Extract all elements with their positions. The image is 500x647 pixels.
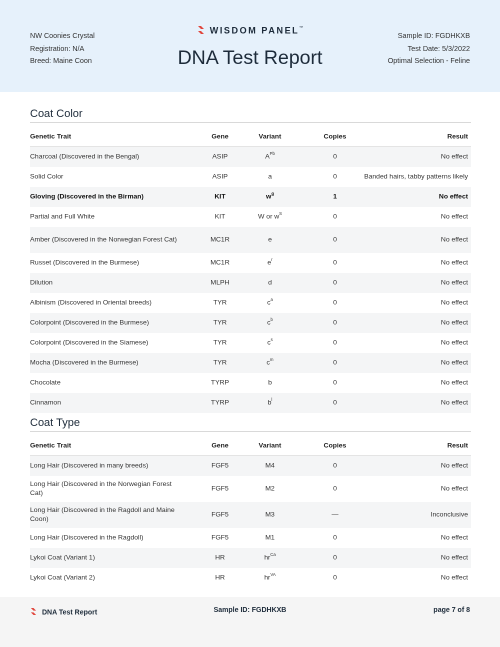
table-row	[30, 502, 471, 528]
brand-trademark: ™	[299, 25, 304, 30]
variant	[240, 512, 300, 519]
variant-base: b	[267, 399, 272, 407]
trait-name: Albinism (Discovered in Oriental breeds)	[30, 299, 152, 307]
variant-superscript: m	[269, 357, 274, 363]
variant-base: a	[268, 173, 272, 181]
sample-info	[388, 30, 470, 68]
variant-base: M2	[265, 485, 275, 493]
variant-base: e	[268, 236, 272, 244]
result: Banded hairs, tabby patterns likely	[364, 173, 468, 181]
product-name: Optimal Selection - Feline	[387, 56, 470, 65]
gene: KIT	[214, 213, 226, 221]
variant-superscript: VA	[270, 572, 276, 578]
variant-base: M4	[265, 462, 275, 470]
variant-base: c	[267, 339, 271, 347]
variant	[240, 552, 300, 562]
coat-color-rows	[30, 147, 471, 413]
col-copies: Copies	[323, 133, 347, 140]
trait-name: Long Hair (Discovered in the Ragdoll and Maine Coon)	[30, 507, 175, 523]
variant-superscript: b	[270, 317, 273, 323]
cat-name: NW Coonies Crystal	[30, 31, 95, 40]
table-row	[30, 548, 471, 568]
sample-id: Sample ID: FGDHKXB	[397, 31, 470, 40]
variant	[240, 211, 300, 221]
copies: 0	[333, 534, 337, 542]
copies: 0	[333, 319, 337, 327]
brand-mark-icon	[197, 25, 205, 37]
result: No effect	[440, 236, 468, 244]
breed: Breed: Maine Coon	[30, 56, 92, 65]
variant-base: W or w	[257, 213, 280, 221]
result: No effect	[440, 213, 468, 221]
gene: TYRP	[210, 399, 230, 407]
variant-superscript: l	[271, 397, 273, 403]
variant	[240, 463, 300, 470]
copies: 0	[333, 339, 337, 347]
trait-name: Lykoi Coat (Variant 2)	[30, 574, 95, 582]
trait-name: Colorpoint (Discovered in the Siamese)	[30, 339, 149, 347]
trait-name: Amber (Discovered in the Norwegian Forest Cat)	[30, 236, 177, 244]
gene: ASIP	[212, 153, 228, 161]
copies: 0	[333, 153, 337, 161]
variant-superscript: Pb	[269, 151, 275, 157]
result: No effect	[440, 574, 468, 582]
gene: TYR	[213, 339, 227, 347]
trait-name: Russet (Discovered in the Burmese)	[30, 259, 140, 267]
gene: TYRP	[210, 379, 230, 387]
coat-type-rows	[30, 456, 471, 588]
table-row	[30, 568, 471, 588]
trait-name: Lykoi Coat (Variant 1)	[30, 554, 95, 562]
variant-base: hr	[264, 574, 271, 582]
table-row	[30, 273, 471, 293]
variant-base: d	[268, 279, 272, 287]
variant-base: c	[267, 299, 271, 307]
table-row	[30, 353, 471, 373]
gene: TYR	[213, 319, 227, 327]
result: No effect	[440, 462, 468, 470]
trait-name: Long Hair (Discovered in the Norwegian Forest Cat)	[30, 481, 172, 497]
footer-sample-id: Sample ID: FGDHKXB	[213, 607, 287, 614]
trait-name: Dilution	[30, 279, 53, 287]
copies: 0	[333, 359, 337, 367]
result: No effect	[440, 279, 468, 287]
variant-superscript: s	[270, 337, 273, 343]
gene: HR	[215, 574, 225, 582]
variant	[240, 191, 300, 201]
variant	[240, 317, 300, 327]
table-row	[30, 207, 471, 227]
copies: —	[331, 511, 339, 519]
copies: 0	[333, 485, 337, 493]
gene: FGF5	[211, 462, 229, 470]
result: No effect	[440, 379, 468, 387]
copies: 0	[333, 213, 337, 221]
table-row	[30, 528, 471, 548]
copies: 0	[333, 173, 337, 181]
variant	[240, 174, 300, 181]
table-row	[30, 373, 471, 393]
table-row	[30, 293, 471, 313]
gene: TYR	[213, 299, 227, 307]
result: No effect	[440, 534, 468, 542]
result: No effect	[440, 399, 468, 407]
page-title: DNA Test Report	[177, 47, 323, 69]
variant	[240, 237, 300, 244]
table-header	[30, 127, 471, 147]
variant	[240, 337, 300, 347]
table-row	[30, 456, 471, 476]
variant	[240, 151, 300, 161]
variant	[240, 257, 300, 267]
result: No effect	[440, 339, 468, 347]
variant-base: M3	[265, 511, 275, 519]
result: No effect	[440, 359, 468, 367]
variant	[240, 297, 300, 307]
page-number: page 7 of 8	[433, 607, 470, 614]
table-row	[30, 227, 471, 253]
copies: 0	[333, 554, 337, 562]
copies: 0	[333, 399, 337, 407]
variant	[240, 397, 300, 407]
result: No effect	[440, 554, 468, 562]
variant-base: e	[267, 259, 272, 267]
report-footer	[0, 597, 500, 647]
trait-name: Partial and Full White	[30, 213, 95, 221]
copies: 0	[333, 299, 337, 307]
variant-superscript: a	[270, 297, 273, 303]
col-trait: Genetic Trait	[30, 133, 72, 140]
trait-name: Cinnamon	[30, 399, 61, 407]
trait-name: Solid Color	[30, 173, 64, 181]
variant	[240, 280, 300, 287]
gene: MC1R	[210, 259, 230, 267]
test-date: Test Date: 5/3/2022	[407, 43, 470, 53]
gene: MC1R	[210, 236, 230, 244]
variant-base: c	[267, 319, 271, 327]
table-row	[30, 167, 471, 187]
result: No effect	[438, 193, 468, 201]
gene: ASIP	[212, 173, 228, 181]
gene: FGF5	[211, 511, 229, 519]
gene: TYR	[213, 359, 227, 367]
col-gene: Gene	[211, 133, 229, 140]
result: No effect	[440, 153, 468, 161]
copies: 1	[333, 193, 337, 201]
col-trait: Genetic Trait	[30, 442, 72, 449]
table-row	[30, 333, 471, 353]
variant	[240, 572, 300, 582]
registration: Registration: N/A	[30, 43, 85, 53]
table-row	[30, 253, 471, 273]
trait-name: Gloving (Discovered in the Birman)	[30, 193, 144, 201]
brand-name: WISDOM PANEL	[209, 25, 300, 36]
table-header	[30, 436, 471, 456]
trait-name: Chocolate	[30, 379, 61, 387]
col-result: Result	[447, 133, 468, 140]
trait-name: Colorpoint (Discovered in the Burmese)	[30, 319, 149, 327]
variant	[240, 357, 300, 367]
copies: 0	[333, 462, 337, 470]
gene: HR	[215, 554, 225, 562]
variant-base: A	[265, 153, 270, 161]
variant	[240, 486, 300, 493]
variant-superscript: S	[279, 211, 283, 217]
table-row	[30, 393, 471, 413]
trait-name: Charcoal (Discovered in the Bengal)	[30, 153, 140, 161]
variant	[240, 380, 300, 387]
trait-name: Long Hair (Discovered in many breeds)	[30, 462, 149, 470]
footer-title: DNA Test Report	[42, 609, 98, 617]
variant-base: M1	[265, 534, 275, 542]
gene: FGF5	[211, 485, 229, 493]
copies: 0	[333, 379, 337, 387]
coat-color-section	[30, 106, 471, 413]
result: No effect	[440, 319, 468, 327]
section-title: Coat Color	[30, 106, 471, 123]
trait-name: Mocha (Discovered in the Burmese)	[30, 359, 139, 367]
variant-base: hr	[264, 554, 271, 562]
col-result: Result	[447, 442, 468, 449]
result: No effect	[440, 485, 468, 493]
gene: MLPH	[210, 279, 230, 287]
gene: KIT	[214, 193, 226, 201]
coat-type-section	[30, 415, 471, 588]
variant-base: w	[266, 193, 272, 201]
result: Inconclusive	[430, 511, 468, 519]
result: No effect	[440, 299, 468, 307]
result: No effect	[440, 259, 468, 267]
table-row	[30, 147, 471, 167]
section-title: Coat Type	[30, 415, 471, 432]
report-header	[0, 0, 500, 92]
variant-superscript: g	[271, 191, 274, 197]
copies: 0	[333, 236, 337, 244]
variant-superscript: Ca	[270, 552, 276, 558]
table-row	[30, 187, 471, 207]
col-gene: Gene	[211, 442, 229, 449]
col-copies: Copies	[323, 442, 347, 449]
table-row	[30, 313, 471, 333]
variant-base: b	[268, 379, 272, 387]
variant-superscript: r	[271, 257, 273, 263]
copies: 0	[333, 259, 337, 267]
copies: 0	[333, 279, 337, 287]
variant	[240, 535, 300, 542]
variant-base: c	[266, 359, 270, 367]
copies: 0	[333, 574, 337, 582]
col-variant: Variant	[258, 442, 282, 449]
gene: FGF5	[211, 534, 229, 542]
trait-name: Long Hair (Discovered in the Ragdoll)	[30, 534, 144, 542]
table-row	[30, 476, 471, 502]
col-variant: Variant	[258, 133, 282, 140]
